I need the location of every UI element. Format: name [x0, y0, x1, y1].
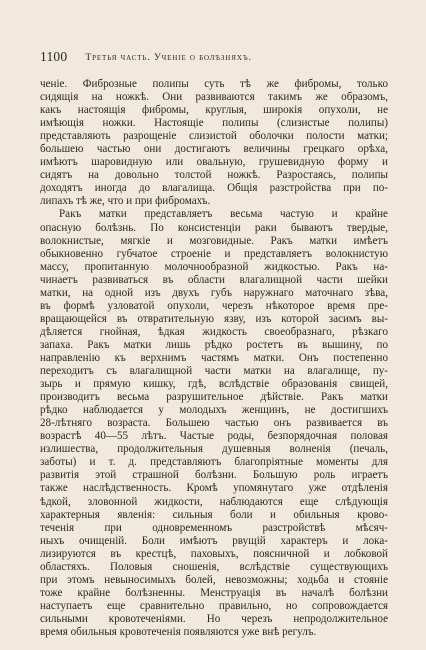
text-line: вращающейся въ отвратительную язву, изъ которой засимъ вы- — [40, 312, 388, 325]
text-line: время обильныя кровотеченiя появляются уже внѣ регулъ. — [40, 625, 317, 638]
text-line: 28-лѣтняго возраста. Большею частью онъ развивается въ — [40, 417, 388, 430]
text-line: представляють разрощенiе слизистой оболочки полости матки; — [40, 130, 388, 143]
text-line: ченiе. Фиброзные полипы суть тѣ же фибромы, только — [40, 78, 388, 90]
text-line: зырь и прямую кишку, гдѣ, вслѣдствiе образованiя свищей, — [40, 378, 388, 391]
text-line: направленiю къ верхнимъ частямъ матки. Онъ постепенно — [40, 351, 388, 364]
body-text — [40, 78, 388, 639]
text-line: возрастѣ 40—55 лѣтъ. Частые роды, безпорядочная половая — [40, 430, 388, 443]
text-line: запаха. Ракъ матки лишь рѣдко ростетъ въ вышину, по — [40, 338, 388, 351]
text-line: въ формѣ узловатой опухоли, черезъ нѣкоторое время пре- — [40, 299, 388, 312]
text-line: производитъ весьма разрушительное дѣйствiе. Ракъ матки — [40, 391, 388, 404]
text-line: ныхъ очищенiй. Боли имѣютъ рвущiй характеръ и лока- — [40, 534, 388, 547]
text-line: теченiя при одновременномъ разстройствѣ мѣсяч- — [40, 521, 388, 534]
text-line: наступаетъ еще сравнительно правильно, но сопровождается — [40, 599, 388, 612]
text-line: областяхъ. Половыя сношенiя, вслѣдствiе существующихъ — [40, 560, 388, 573]
text-line: волокнистые, мягкiе и мозговидные. Ракъ матки имѣетъ — [40, 234, 388, 247]
text-line: ѣдкой, зловонной жидкости, наблюдаются еще слѣдующiя — [40, 495, 388, 508]
text-line: лизируются въ крестцѣ, паховыхъ, поясничной и лобковой — [40, 547, 388, 560]
text-line: рѣдко наблюдается у молодыхъ женщинъ, не достигшихъ — [40, 404, 388, 417]
text-line: сидятъ на довольно толстой ножкѣ. Разростаясь, полипы — [40, 169, 388, 182]
text-line: обыкновенно губчатое строенiе и представляетъ волокнистую — [40, 247, 388, 260]
text-line: опасную болѣзнь. По консистенцiи раки бываютъ твердые, — [40, 221, 388, 234]
text-line: Ракъ матки представляетъ весьма частую и крайне — [59, 208, 388, 221]
page-header — [40, 49, 400, 65]
text-line: тоже крайне болѣзненны. Менструацiя въ началѣ болѣзни — [40, 586, 388, 599]
text-line: сидящiя на ножкѣ. Они развиваются такимъ же образомъ, — [40, 91, 388, 104]
text-line: дѣляется гнойная, ѣдкая жидкость своеобразнаго, рѣзкаго — [40, 325, 388, 338]
text-line: развитiя этой страшной болѣзни. Большую роль играетъ — [40, 469, 388, 482]
running-title: Третья часть. Ученiе о болѣзняхъ. — [85, 52, 252, 63]
text-line: чинаетъ развиваться въ области влагалищной части шейки — [40, 273, 388, 286]
text-line: также наслѣдственность. Кромѣ упомянутаго уже отдѣленiя — [40, 482, 388, 495]
text-line: характерныя явленiя: сильныя боли и обильныя крово- — [40, 508, 388, 521]
text-line: переходитъ съ влагалищной части матки на влагалище, пу- — [40, 365, 388, 378]
text-line: липахъ тѣ же, что и при фибромахъ. — [40, 195, 211, 208]
text-line: заботы) и т. д. представляютъ благопрiятные моменты для — [40, 456, 388, 469]
text-line: имѣютъ шаровидную или овальную, грушевидную форму и — [40, 156, 388, 169]
text-line: доходятъ иногда до влагалища. Общiя разстройства при по- — [40, 182, 388, 195]
text-line: имѣющiя ножки. Настоящiе полипы (слизистые полипы) — [40, 117, 388, 130]
text-line: большею частью они достигаютъ величины грецкаго орѣха, — [40, 143, 388, 156]
text-line: сильными кровотеченiями. Но черезъ непродолжительное — [40, 612, 388, 625]
text-line: излишества, продолжительныя душевныя волненiя (печаль, — [40, 443, 388, 456]
text-line: матки, на одной изъ двухъ губъ наружнаго маточнаго зѣва, — [40, 286, 388, 299]
text-line: при этомъ невыносимыхъ болей, невозможны; ходьба и стоянiе — [40, 573, 388, 586]
text-line: какъ настоящiя фибромы, круглыя, широкiя опухоли, не — [40, 104, 388, 117]
page-number: 1100 — [40, 49, 68, 64]
text-line: массу, пропитанную молочнообразной жидкостью. Ракъ на- — [40, 260, 388, 273]
